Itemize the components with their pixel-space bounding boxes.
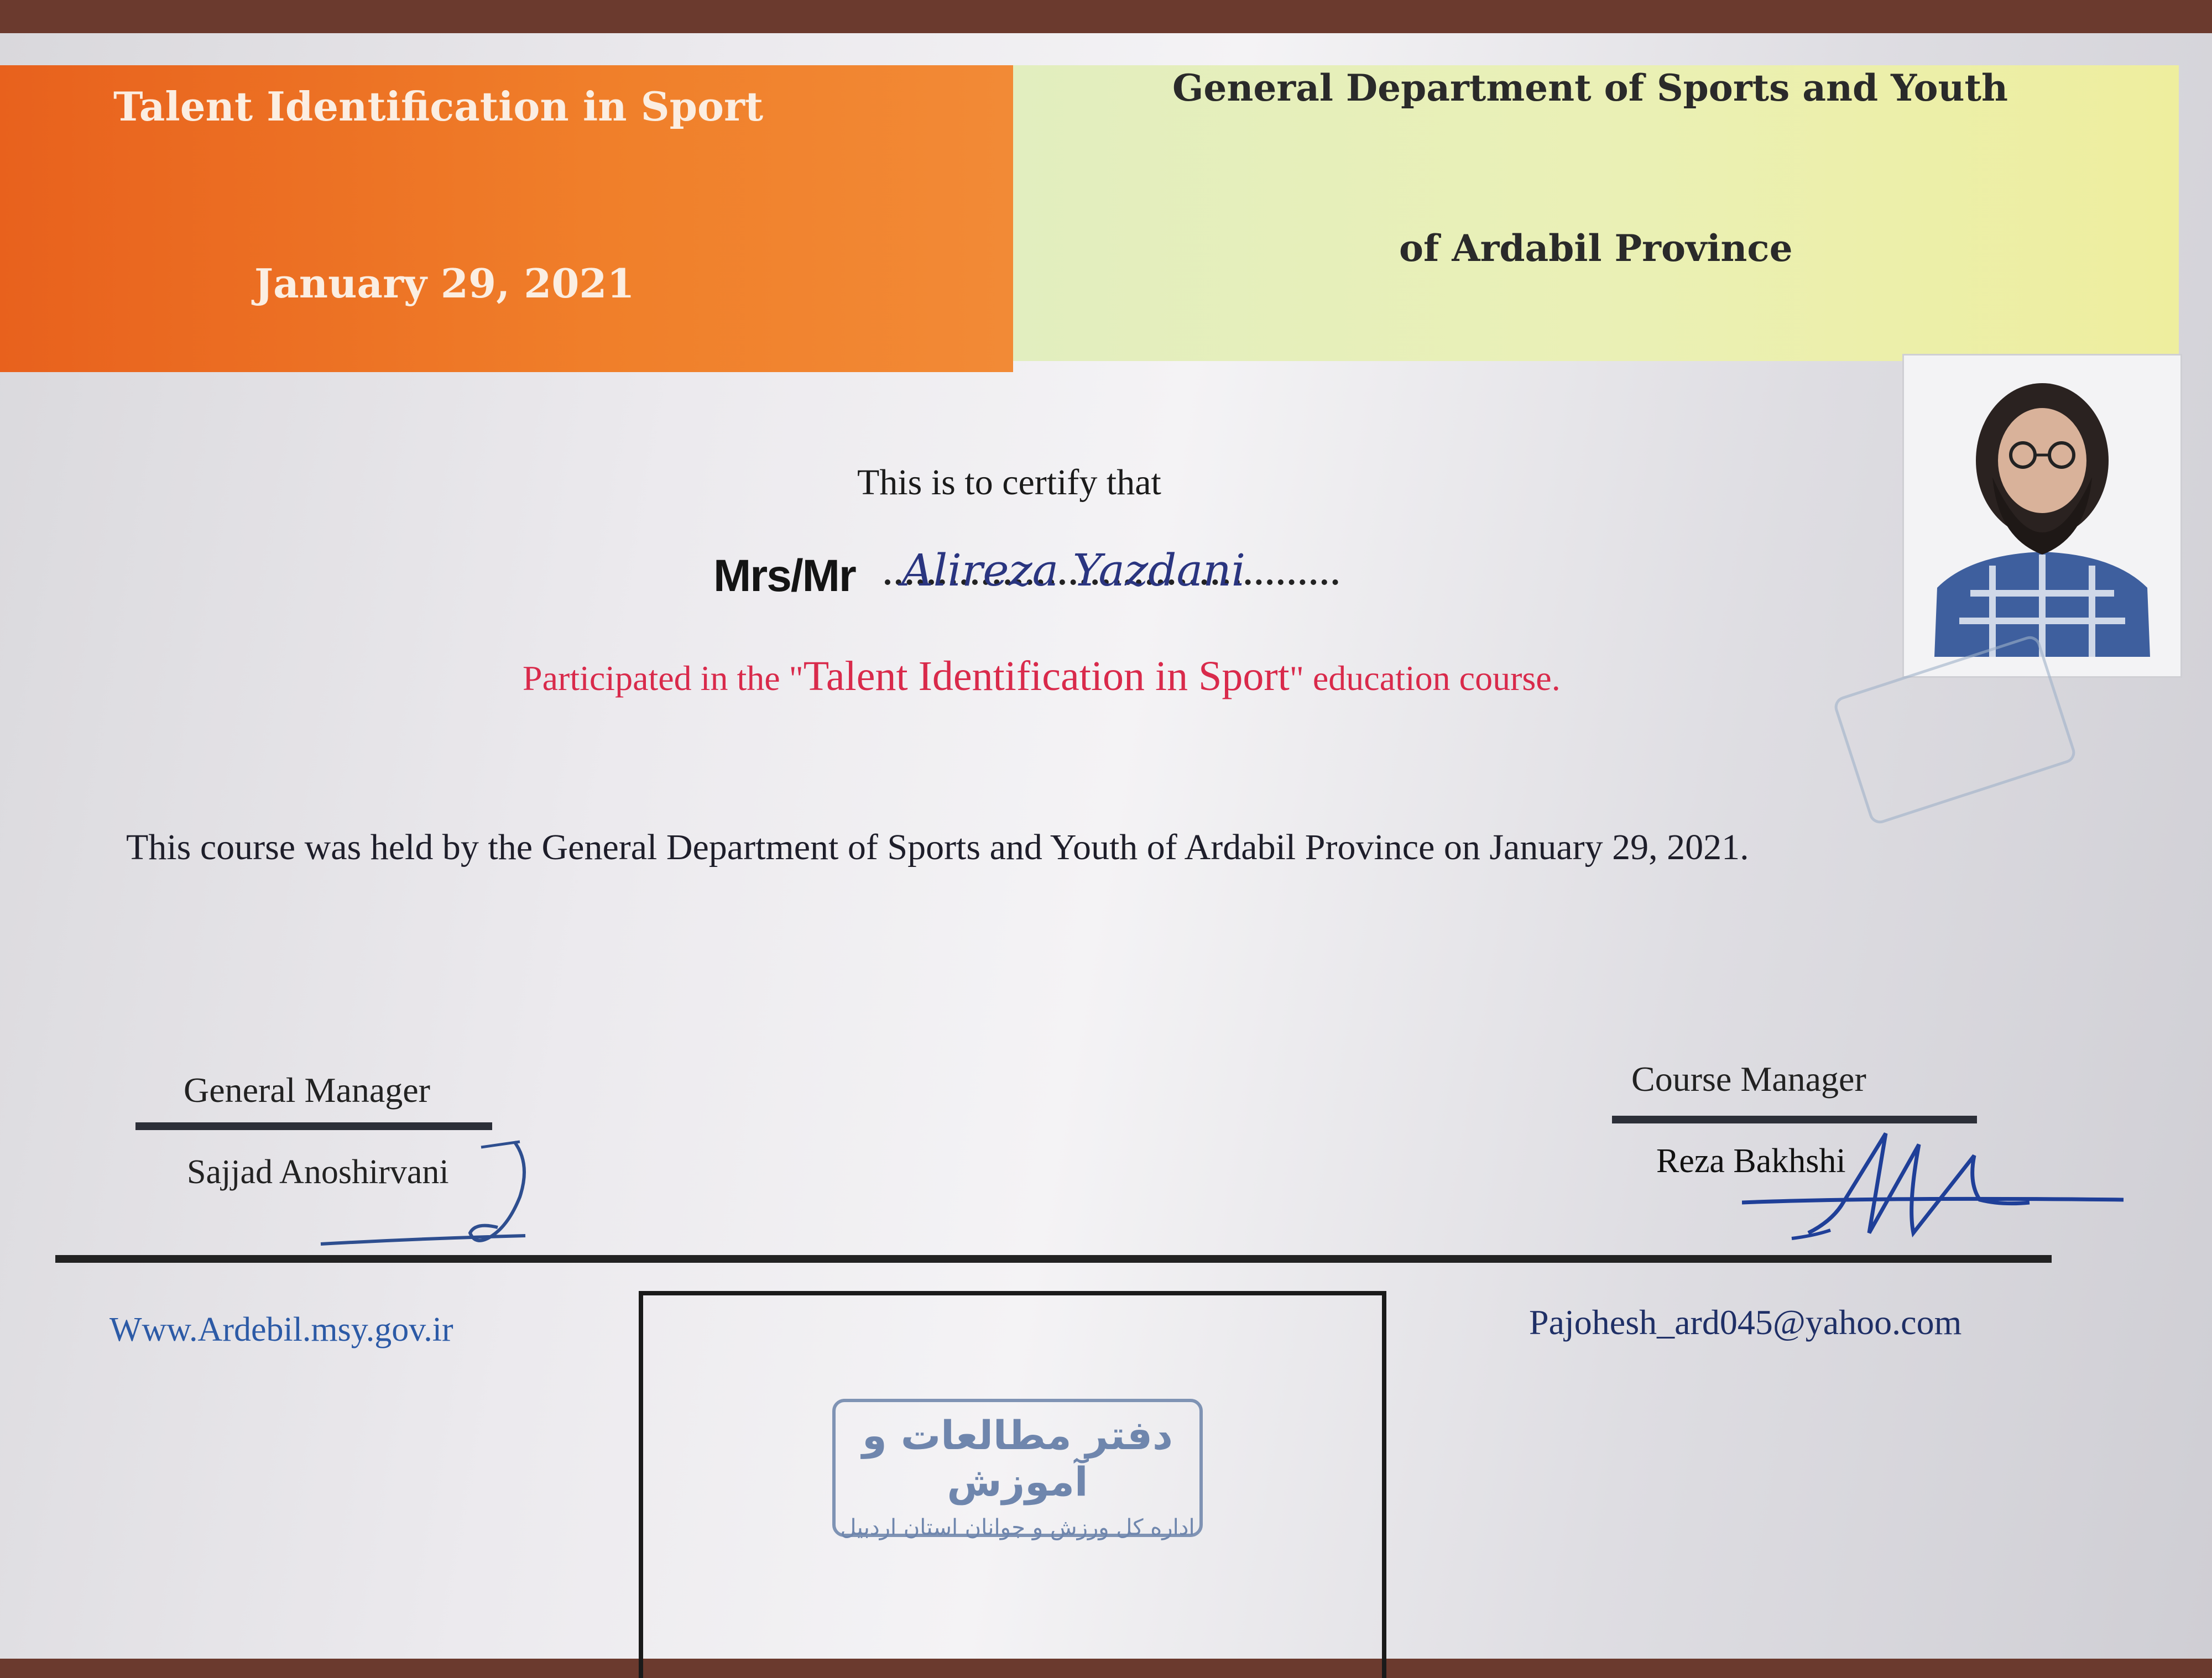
header-department-line2: of Ardabil Province	[1399, 227, 1793, 270]
participation-prefix: Participated in the "	[523, 658, 804, 698]
course-manager-signature	[1742, 1122, 2129, 1250]
participation-course-name: Talent Identification in Sport	[803, 653, 1290, 699]
general-manager-line	[135, 1122, 492, 1130]
course-manager-name: Reza Bakhshi	[1656, 1142, 1846, 1180]
footer-divider	[55, 1255, 2052, 1263]
recipient-prefix: Mrs/Mr	[713, 551, 855, 601]
general-manager-name: Sajjad Anoshirvani	[187, 1153, 449, 1191]
participation-statement	[523, 652, 1561, 701]
recipient-name-handwritten: Alireza Yazdani	[901, 545, 1246, 596]
course-manager-title: Course Manager	[1631, 1059, 1866, 1099]
stamp-line1: دفتر مطالعات و آموزش	[862, 1412, 1173, 1505]
held-statement: This course was held by the General Department of Sports and Youth of Ardabil Province on January 29, 2021.	[126, 827, 1749, 867]
header-date: January 29, 2021	[254, 260, 635, 307]
header-course-title: Talent Identification in Sport	[113, 83, 764, 130]
header-banner-lime	[1013, 65, 2179, 361]
recipient-photo	[1902, 354, 2182, 678]
contact-email[interactable]: Pajohesh_ard045@yahoo.com	[1529, 1303, 1962, 1342]
general-manager-title: General Manager	[184, 1070, 430, 1110]
stamp-line2: اداره کل ورزش و جوانان استان اردبیل	[840, 1515, 1195, 1540]
general-manager-signature	[310, 1131, 553, 1258]
website-link[interactable]: Www.Ardebil.msy.gov.ir	[109, 1311, 453, 1348]
participation-suffix: " education course.	[1289, 658, 1561, 698]
office-stamp	[832, 1399, 1203, 1540]
header-department-line1: General Department of Sports and Youth	[1172, 66, 2008, 109]
certify-statement: This is to certify that	[857, 462, 1161, 503]
